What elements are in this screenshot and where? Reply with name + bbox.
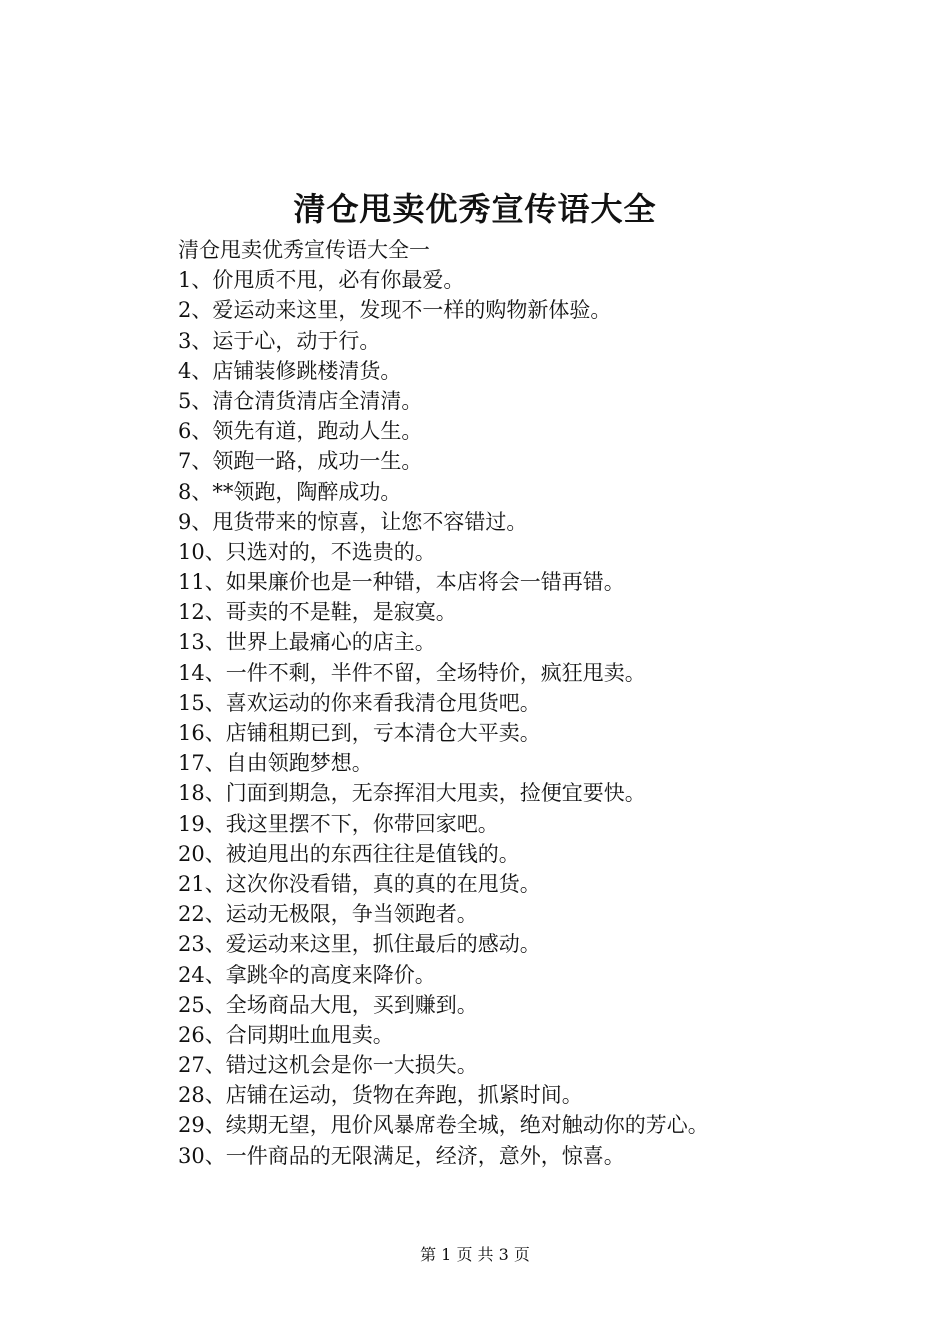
list-item: 27、错过这机会是你一大损失。 <box>178 1053 478 1078</box>
list-item: 17、自由领跑梦想。 <box>178 751 373 776</box>
list-item: 14、一件不剩，半件不留，全场特价，疯狂甩卖。 <box>178 660 646 685</box>
list-item: 1、价甩质不甩，必有你最爱。 <box>178 268 465 293</box>
list-item: 24、拿跳伞的高度来降价。 <box>178 962 436 987</box>
list-item: 19、我这里摆不下，你带回家吧。 <box>178 811 499 836</box>
list-item: 6、领先有道，跑动人生。 <box>178 419 423 444</box>
list-item: 15、喜欢运动的你来看我清仓甩货吧。 <box>178 690 541 715</box>
list-item: 4、店铺装修跳楼清货。 <box>178 358 402 383</box>
list-item: 12、哥卖的不是鞋，是寂寞。 <box>178 600 457 625</box>
list-item: 5、清仓清货清店全清清。 <box>178 388 423 413</box>
list-item: 7、领跑一路，成功一生。 <box>178 449 423 474</box>
slogan-list <box>178 265 898 1171</box>
list-item: 26、合同期吐血甩卖。 <box>178 1022 394 1047</box>
list-item: 29、续期无望，甩价风暴席卷全城，绝对触动你的芳心。 <box>178 1113 709 1138</box>
list-item: 3、运于心，动于行。 <box>178 328 381 353</box>
document-body <box>178 235 898 1171</box>
list-item: 25、全场商品大甩，买到赚到。 <box>178 992 478 1017</box>
list-item: 22、运动无极限，争当领跑者。 <box>178 902 478 927</box>
list-item: 21、这次你没看错，真的真的在甩货。 <box>178 871 541 896</box>
page-number-footer: 第 1 页 共 3 页 <box>420 1245 530 1264</box>
list-item: 23、爱运动来这里，抓住最后的感动。 <box>178 932 541 957</box>
list-item: 9、甩货带来的惊喜，让您不容错过。 <box>178 509 528 534</box>
document-subtitle: 清仓甩卖优秀宣传语大全一 <box>178 238 430 262</box>
list-item: 18、门面到期急，无奈挥泪大甩卖，捡便宜要快。 <box>178 781 646 806</box>
list-item: 16、店铺租期已到，亏本清仓大平卖。 <box>178 721 541 745</box>
list-item: 8、**领跑，陶醉成功。 <box>178 479 402 504</box>
list-item: 28、店铺在运动，货物在奔跑，抓紧时间。 <box>178 1083 583 1108</box>
list-item: 11、如果廉价也是一种错，本店将会一错再错。 <box>178 570 625 595</box>
list-item: 2、爱运动来这里，发现不一样的购物新体验。 <box>178 298 612 323</box>
document-title: 清仓甩卖优秀宣传语大全 <box>293 190 657 228</box>
list-item: 13、世界上最痛心的店主。 <box>178 630 436 655</box>
list-item: 20、被迫甩出的东西往往是值钱的。 <box>178 841 520 866</box>
list-item: 30、一件商品的无限满足，经济，意外，惊喜。 <box>178 1143 625 1168</box>
list-item: 10、只选对的，不选贵的。 <box>178 539 436 564</box>
